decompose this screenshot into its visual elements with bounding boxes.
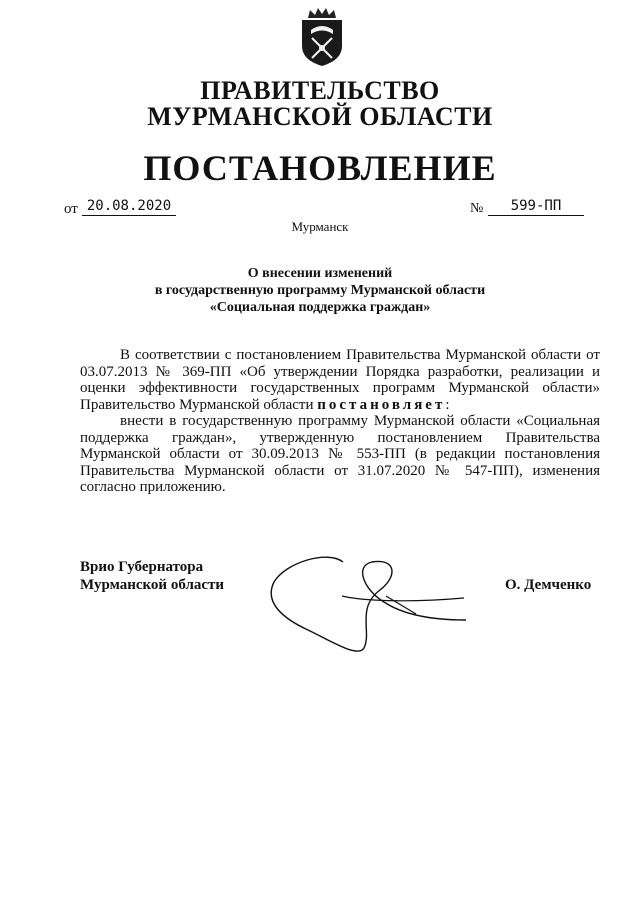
signatory-name: О. Демченко bbox=[505, 577, 592, 593]
document-body bbox=[80, 347, 600, 496]
subject-line3: «Социальная поддержка граждан» bbox=[209, 300, 431, 315]
resolution-keyword: постановляет bbox=[317, 396, 446, 413]
org-title-line2: МУРМАНСКОЙ ОБЛАСТИ bbox=[147, 102, 493, 131]
document-subject bbox=[0, 265, 640, 316]
document-number: 599-ПП bbox=[488, 197, 584, 216]
body-paragraph-2: внести в государственную программу Мурманской области «Социальная поддержка граждан», утвержденную постановлением Правительства Мурманской области от 30.09.2013 № 553-ПП (в редакции постановления Правительства Мурманской области от 31.07.2020 № 547-ПП), изменения согласно приложению. bbox=[80, 413, 600, 495]
signatory-position-line2: Мурманской области bbox=[80, 577, 225, 593]
document-city: Мурманск bbox=[291, 219, 349, 234]
subject-line1: О внесении изменений bbox=[247, 266, 393, 281]
document-date: 20.08.2020 bbox=[82, 197, 176, 216]
org-title-line1: ПРАВИТЕЛЬСТВО bbox=[200, 76, 440, 105]
body-paragraph-1 bbox=[80, 347, 600, 413]
body-paragraph-1-text: В соответствии с постановлением Правительства Мурманской области от 03.07.2013 № 369-ПП «Об утверждении Порядка разработки, реализации и оценки эффективности государственных программ Мурманской области» Правительство Мурманской области bbox=[80, 347, 600, 413]
subject-line2: в государственную программу Мурманской области bbox=[154, 283, 486, 298]
signatory-position bbox=[80, 558, 224, 594]
coat-of-arms-icon bbox=[298, 6, 346, 68]
signatory-position-line1: Врио Губернатора bbox=[80, 559, 204, 575]
date-prefix: от bbox=[64, 201, 78, 217]
handwritten-signature bbox=[268, 540, 468, 665]
number-prefix: № bbox=[470, 201, 484, 216]
document-type: ПОСТАНОВЛЕНИЕ bbox=[143, 148, 497, 188]
body-paragraph-1-end: : bbox=[445, 396, 450, 413]
